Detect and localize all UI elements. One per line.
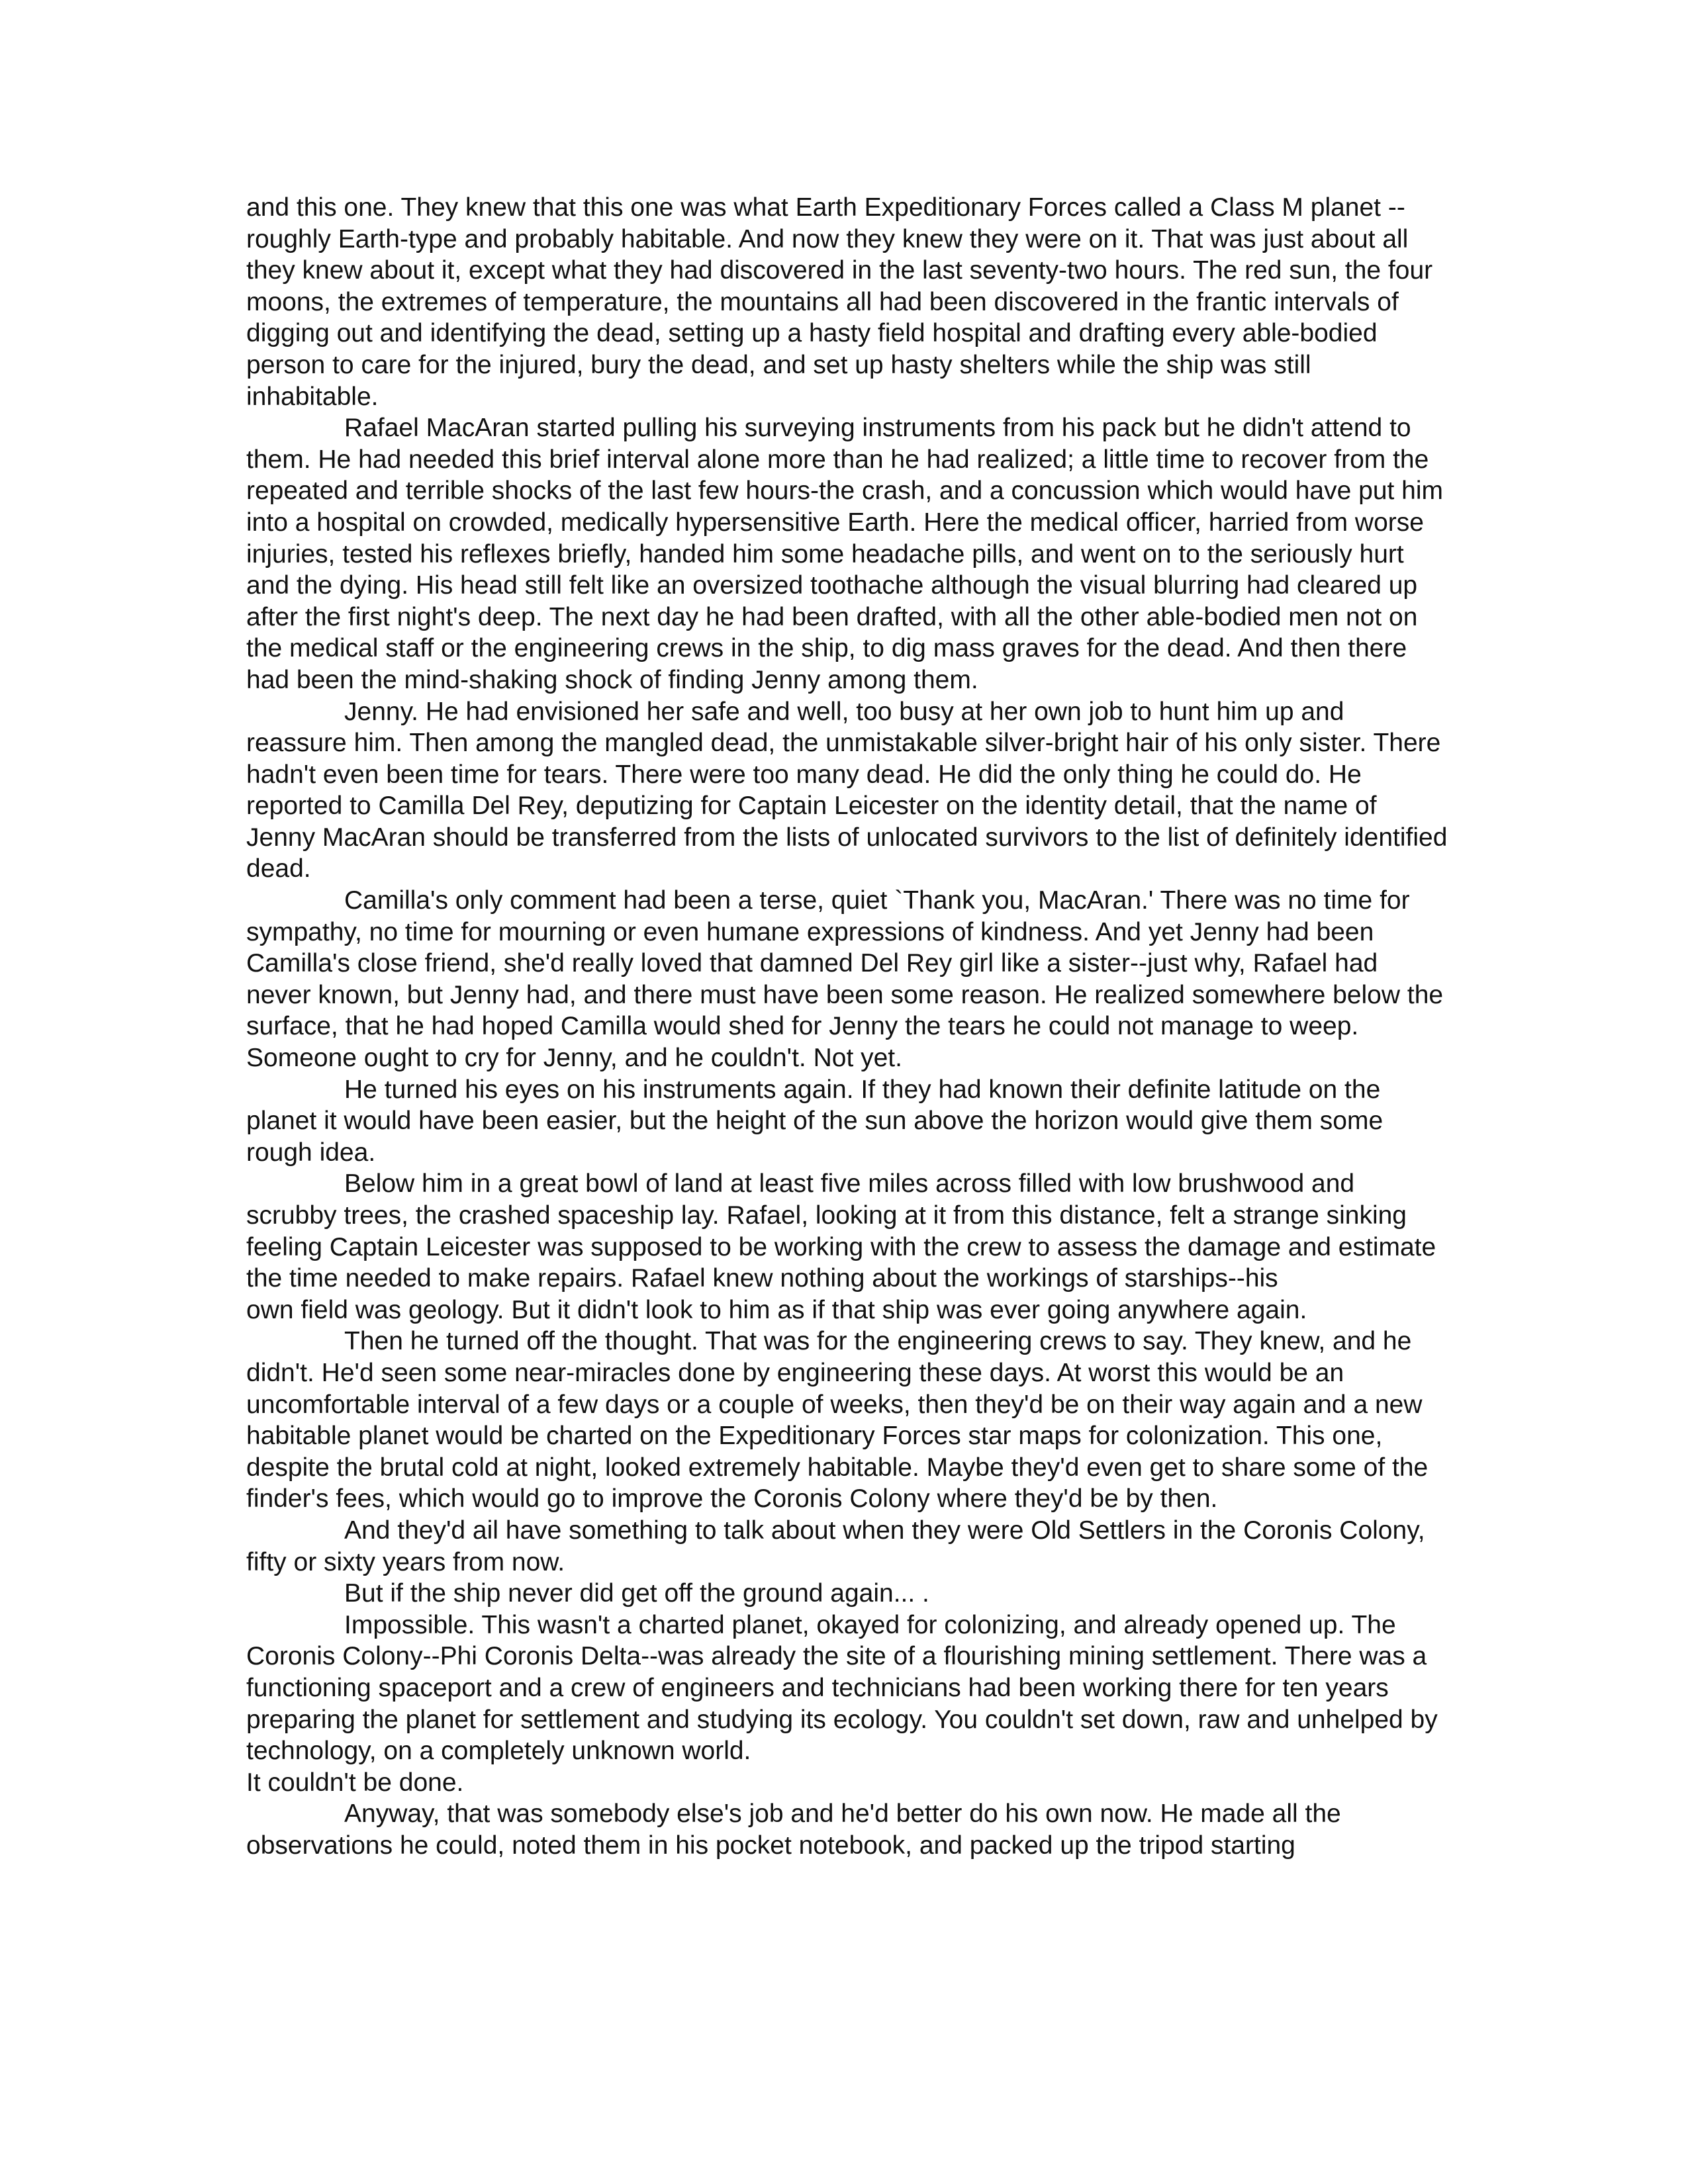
paragraph-10: But if the ship never did get off the ground again... . <box>344 1579 929 1608</box>
paragraph-2: Rafael MacAran started pulling his surveying instruments from his pack but he didn't attend to them. He had needed this brief interval alone more than he had realized; a little time to recover from the repeated and terrible shocks of the last few hours-the crash, and a concussion which would have put him into a hospital on crowded, medically hypersensitive Earth. Here the medical officer, harried from worse injuries, tested his reflexes briefly, handed him some headache pills, and went on to the seriously hurt and the dying. His head still felt like an oversized toothache although the visual blurring had cleared up after the first night's deep. The next day he had been drafted, with all the other able-bodied men not on the medical staff or the engineering crews in the ship, to dig mass graves for the dead. And then there had been the mind-shaking shock of finding Jenny among them. <box>246 414 1444 694</box>
paragraph-6: Below him in a great bowl of land at least five miles across filled with low brushwood and scrubby trees, the crashed spaceship lay. Rafael, looking at it from this distance, felt a strange sinking feeling Captain Leicester was supposed to be working with the crew to assess the damage and estimate the time needed to make repairs. Rafael knew nothing about the workings of starships--his <box>246 1169 1436 1293</box>
paragraph-4: Camilla's only comment had been a terse, quiet `Thank you, MacAran.' There was no time for sympathy, no time for mourning or even humane expressions of kindness. And yet Jenny had been Camilla's close friend, she'd really loved that damned Del Rey girl like a sister--just why, Rafael had never known, but Jenny had, and there must have been some reason. He realized somewhere below the surface, that he had hoped Camilla would shed for Jenny the tears he could not manage to weep. Someone ought to cry for Jenny, and he couldn't. Not yet. <box>246 886 1444 1073</box>
paragraph-1: and this one. They knew that this one was what Earth Expeditionary Forces called a Class M planet --roughly Earth-type and probably habitable. And now they knew they were on it. That was just about all they knew about it, except what they had discovered in the last seventy-two hours. The red sun, the four moons, the extremes of temperature, the mountains all had been discovered in the frantic intervals of digging out and identifying the dead, setting up a hasty field hospital and drafting every able-bodied person to care for the injured, bury the dead, and set up hasty shelters while the ship was still inhabitable. <box>246 193 1433 411</box>
paragraph-11: Impossible. This wasn't a charted planet, okayed for colonizing, and already opened up. The Coronis Colony--Phi Coronis Delta--was already the site of a flourishing mining settlement. There was a functioning spaceport and a crew of engineers and technicians had been working there for ten years preparing the planet for settlement and studying its ecology. You couldn't set down, raw and unhelped by technology, on a completely unknown world. <box>246 1610 1438 1766</box>
paragraph-3: Jenny. He had envisioned her safe and well, too busy at her own job to hunt him up and reassure him. Then among the mangled dead, the unmistakable silver-bright hair of his only sister. There hadn't even been time for tears. There were too many dead. He did the only thing he could do. He reported to Camilla Del Rey, deputizing for Captain Leicester on the identity detail, that the name of Jenny MacAran should be transferred from the lists of unlocated survivors to the list of definitely identified dead. <box>246 697 1448 884</box>
paragraph-13: Anyway, that was somebody else's job and he'd better do his own now. He made all the observations he could, noted them in his pocket notebook, and packed up the tripod starting <box>246 1799 1341 1860</box>
paragraph-8: Then he turned off the thought. That was for the engineering crews to say. They knew, and he didn't. He'd seen some near-miracles done by engineering these days. At worst this would be an uncomfortable interval of a few days or a couple of weeks, then they'd be on their way again and a new habitable planet would be charted on the Expeditionary Forces star maps for colonization. This one, despite the brutal cold at night, looked extremely habitable. Maybe they'd even get to share some of the finder's fees, which would go to improve the Coronis Colony where they'd be by then. <box>246 1327 1429 1514</box>
paragraph-9: And they'd ail have something to talk about when they were Old Settlers in the Coronis Colony, fifty or sixty years from now. <box>246 1516 1425 1576</box>
paragraph-12: It couldn't be done. <box>246 1768 464 1797</box>
paragraph-5: He turned his eyes on his instruments again. If they had known their definite latitude on the planet it would have been easier, but the height of the sun above the horizon would give them some rough idea. <box>246 1075 1383 1167</box>
paragraph-7: own field was geology. But it didn't look to him as if that ship was ever going anywhere again. <box>246 1295 1307 1324</box>
body-text <box>246 192 1448 1861</box>
